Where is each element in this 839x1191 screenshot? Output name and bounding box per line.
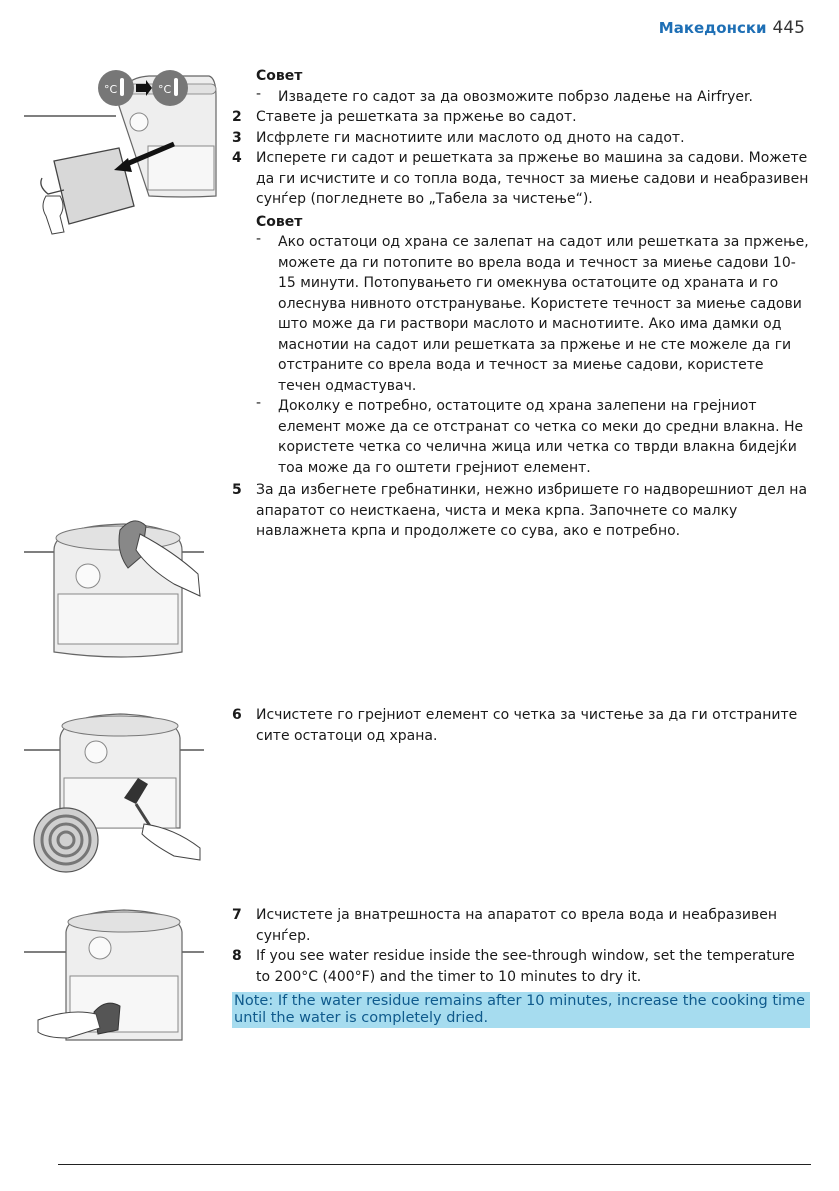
tip-bullet: - Извадете го садот за да овозможите побрзо ладење на Airfryer.: [256, 85, 753, 105]
illustration-wipe-exterior: [24, 512, 224, 676]
step-6: 6 Исчистете го грејниот елемент со четка за чистење за да ги отстраните сите остатоци од храна.: [232, 707, 798, 744]
temp-label-2: °C: [158, 83, 172, 96]
tip-heading: Совет: [256, 68, 303, 84]
tip2-bullet-2: - Доколку е потребно, остатоците од храна залепени на грејниот елемент може да се отстранат со четка со меки до средни влакна. Не користете четка со челична жица или четка со тврди влакна бидејќи тоа може да го оштети грејниот елемент.: [256, 395, 804, 476]
illustration-remove-basket: [24, 66, 224, 250]
section-steps-7-8: [232, 905, 810, 987]
tip2-heading: Совет: [256, 213, 303, 230]
footer-divider: [58, 1164, 811, 1165]
step-8: 8 If you see water residue inside the see-through window, set the temperature to 200°C (400°F) and the timer to 10 minutes to dry it.: [232, 948, 795, 985]
section-step-6: [232, 705, 810, 746]
language-label: Македонски: [658, 19, 767, 37]
illustration-clean-inside: [24, 902, 224, 1066]
tip2-bullet-1: - Ако остатоци од храна се залепат на садот или решетката за пржење, можете да ги потопите во врела вода и течност за миење садови 10-15 минути. Потопувањето ги омекнува остатоците од храната и го олеснува нивното отстранување. Користете течност за миење садови што може да ги раствори маслото и маснотиите. Ако има дамки од маснотии на садот или решетката за пржење и не сте можеле да ги отстраните со врела вода и течност за миење садови, користете течен одмастувач.: [256, 231, 809, 394]
page-header: [659, 18, 805, 38]
step-2: 2 Ставете ја решетката за пржење во садот.: [232, 109, 577, 125]
step-5: 5 За да избегнете гребнатинки, нежно избришете го надворешниот дел на апаратот со неисткаена, чиста и мека крпа. Започнете со малку навлажнета крпа и продолжете со сува, ако е потребно.: [232, 482, 808, 539]
illustration-clean-heating-element: [24, 708, 224, 887]
section-cleaning-steps: [232, 66, 810, 542]
temp-label-1: °C: [104, 83, 118, 96]
page-number: 445: [772, 18, 805, 38]
step-7: 7 Исчистете ја внатрешноста на апаратот со врела вода и неабразивен сунѓер.: [232, 907, 778, 944]
note-box: Note: If the water residue remains after 10 minutes, increase the cooking time until the water is completely dried.: [232, 992, 810, 1028]
step-4: 4 Исперете ги садот и решетката за пржење во машина за садови. Можете да ги исчистите и со топла вода, течност за миење садови и неабразивен сунѓер (погледнете во „Табела за чистење“).: [232, 150, 809, 207]
step-3: 3 Исфрлете ги маснотиите или маслото од дното на садот.: [232, 129, 685, 146]
